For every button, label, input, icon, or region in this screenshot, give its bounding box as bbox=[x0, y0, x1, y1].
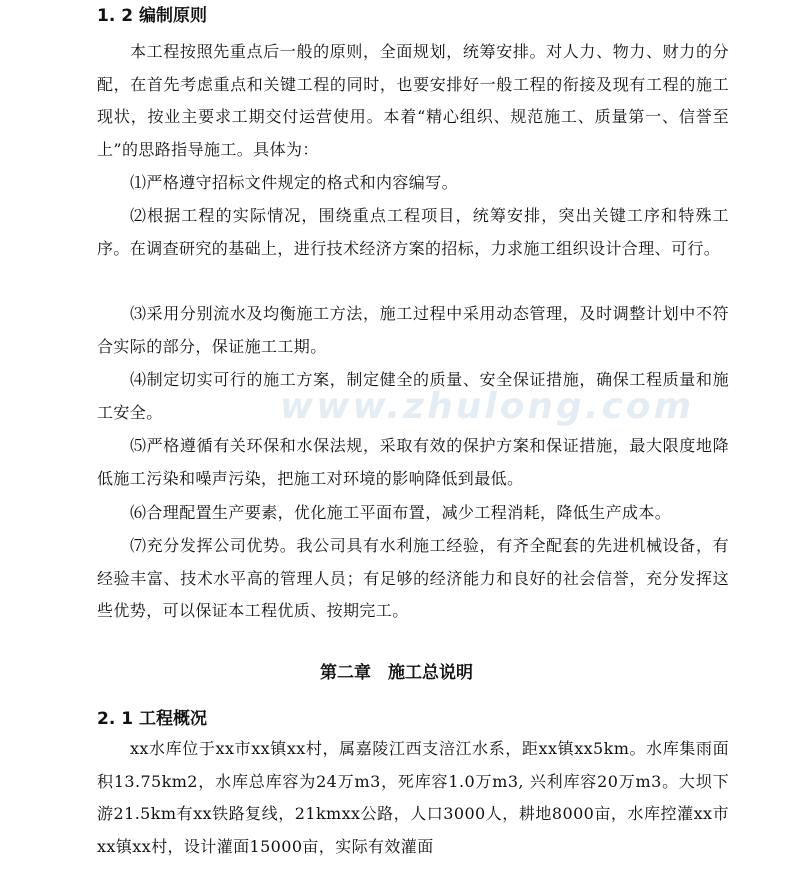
principle-item-6: ⑹合理配置生产要素，优化施工平面布置，减少工程消耗，降低生产成本。 bbox=[130, 503, 672, 522]
section-1-2-intro-paragraph: 本工程按照先重点后一般的原则，全面规划，统筹安排。对人力、物力、财力的分配，在首先考虑重点和关键工程的同时，也要安排好一般工程的衔接及现有工程的施工现状，按业主要求工期交付运营使用。本着“精心组织、规范施工、质量第一、信誉至上”的思路指导施工。具体为： bbox=[97, 42, 729, 159]
principle-item-1: ⑴严格遵守招标文件规定的格式和内容编写。 bbox=[130, 173, 459, 192]
principle-item-7: ⑺充分发挥公司优势。我公司具有水利施工经验，有齐全配套的先进机械设备，有经验丰富、技术水平高的管理人员；有足够的经济能力和良好的社会信誉，充分发挥这些优势，可以保证本工程优质、按期完工。 bbox=[97, 536, 729, 620]
principle-item-4: ⑷制定切实可行的施工方案，制定健全的质量、安全保证措施，确保工程质量和施工安全。 bbox=[97, 370, 729, 422]
section-heading-2-1: 2. 1 工程概况 bbox=[97, 709, 207, 729]
principle-item-2: ⑵根据工程的实际情况，围绕重点工程项目，统筹安排，突出关键工序和特殊工序。在调查研究的基础上，进行技术经济方案的招标，力求施工组织设计合理、可行。 bbox=[97, 206, 729, 258]
principle-item-3: ⑶采用分别流水及均衡施工方法，施工过程中采用动态管理，及时调整计划中不符合实际的部分，保证施工工期。 bbox=[97, 304, 729, 356]
project-overview-paragraph: xx水库位于xx市xx镇xx村，属嘉陵江西支涪江水系，距xx镇xx5km。水库集雨面积13.75km2，水库总库容为24万m3，死库容1.0万m3, 兴利库容20万m3。大坝下游21.5km有xx铁路复线，21kmxx公路，人口3000人，耕地8000亩，水库控灌xx市xx镇xx村，设计灌面15000亩，实际有效灌面 bbox=[97, 739, 729, 856]
watermark-text: www.zhulong.com bbox=[280, 386, 695, 427]
principle-item-5: ⑸严格遵循有关环保和水保法规，采取有效的保护方案和保证措施，最大限度地降低施工污染和噪声污染，把施工对环境的影响降低到最低。 bbox=[97, 436, 729, 488]
chapter-title: 第二章 施工总说明 bbox=[320, 663, 473, 683]
section-heading-1-2: 1. 2 编制原则 bbox=[97, 6, 207, 26]
